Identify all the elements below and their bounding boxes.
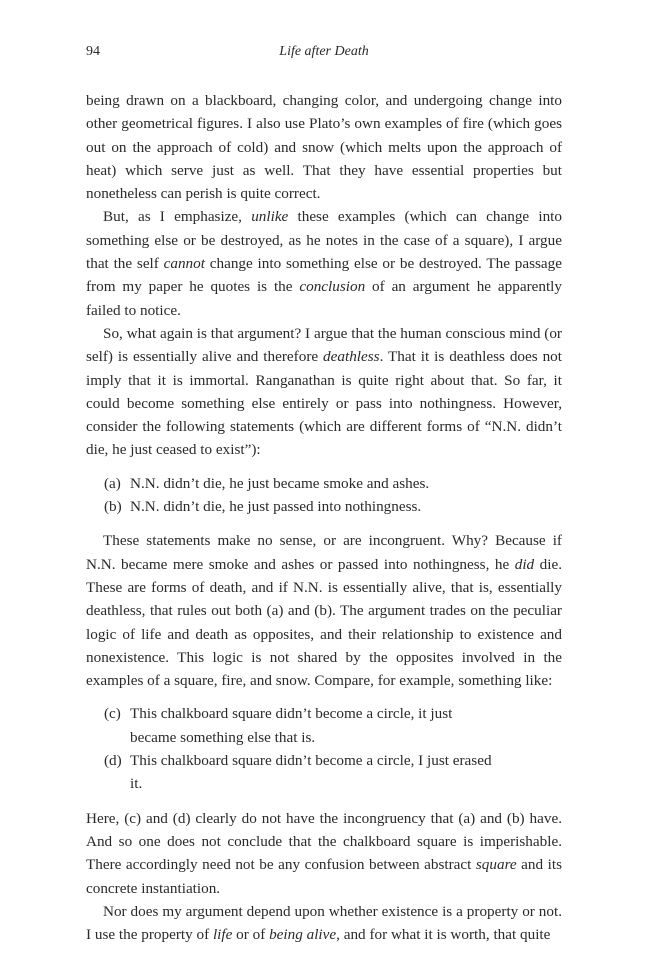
- list-item: [86, 495, 562, 518]
- paragraph-5: Here, (c) and (d) clearly do not have the incongruency that (a) and (b) have. And so one does not conclude that the chalkboard square is imperishable. There accordingly need not be any confusion between abstract square and its concrete instantiation.: [86, 809, 562, 897]
- list-item-text: N.N. didn’t die, he just passed into nothingness.: [130, 498, 422, 516]
- list-item: [86, 702, 562, 749]
- page-number: 94: [86, 44, 100, 59]
- emphasis: conclusion: [299, 278, 366, 296]
- list-marker: (a): [104, 474, 121, 492]
- list-marker: (d): [104, 752, 122, 770]
- emphasis: square: [475, 856, 517, 874]
- example-list-1: [86, 472, 562, 519]
- list-item-text: This chalkboard square didn’t become a circle, I just erased it.: [130, 752, 492, 793]
- list-marker: (b): [104, 498, 122, 516]
- paragraph-3: So, what again is that argument? I argue that the human conscious mind (or self) is essentially alive and therefore deathless. That it is deathless does not imply that it is immortal. Ranganathan is quite right about that. So far, it could become something else entirely or pass into nothingness. However, consider the following statements (which are different forms of “N.N. didn’t die, he just ceased to exist”):: [86, 324, 562, 459]
- paragraph-2: But, as I emphasize, unlike these examples (which can change into something else or be destroyed, as he notes in the case of a square), I argue that the self cannot change into something else or be destroyed. The passage from my paper he quotes is the conclusion of an argument he apparently failed to notice.: [86, 208, 562, 319]
- list-item-text: N.N. didn’t die, he just became smoke and ashes.: [130, 474, 430, 492]
- emphasis: being alive: [269, 926, 337, 944]
- page-body: [86, 89, 562, 946]
- emphasis: life: [212, 926, 233, 944]
- page-header: [86, 44, 562, 66]
- list-item-text: This chalkboard square didn’t become a circle, it just became something else that is.: [130, 705, 453, 746]
- emphasis: cannot: [163, 255, 205, 273]
- list-marker: (c): [104, 705, 121, 723]
- paragraph-1: being drawn on a blackboard, changing color, and undergoing change into other geometrical figures. I also use Plato’s own examples of fire (which goes out on the approach of cold) and snow (which melts upon the approach of heat) which serve just as well. That they have essential properties but nonetheless can perish is quite correct.: [86, 92, 562, 203]
- list-item: [86, 749, 562, 796]
- paragraph-6: Nor does my argument depend upon whether existence is a property or not. I use the property of life or of being alive, and for what it is worth, that quite: [86, 902, 562, 944]
- emphasis: deathless: [323, 348, 380, 366]
- paragraph-4: These statements make no sense, or are incongruent. Why? Because if N.N. became mere smoke and ashes or passed into nothingness, he did die. These are forms of death, and if N.N. is essentially alive, that is, essentially deathless, that rules out both (a) and (b). The argument trades on the peculiar logic of life and death as opposites, and their relationship to existence and nonexistence. This logic is not shared by the opposites involved in the examples of a square, fire, and snow. Compare, for example, something like:: [86, 532, 562, 690]
- example-list-2: [86, 702, 562, 795]
- emphasis: did: [514, 555, 535, 573]
- running-title: Life after Death: [279, 44, 369, 59]
- list-item: [86, 472, 562, 495]
- emphasis: unlike: [251, 208, 289, 226]
